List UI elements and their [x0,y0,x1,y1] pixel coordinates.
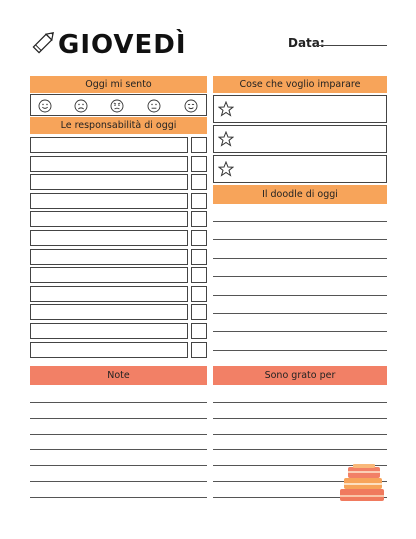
responsibility-field[interactable] [30,193,188,209]
pencil-icon [30,28,58,60]
responsibility-field[interactable] [30,304,188,320]
neutral-face-icon[interactable] [147,99,161,113]
learn-header: Cose che voglio imparare [213,76,387,93]
doodle-header: Il doodle di oggi [213,185,387,204]
responsibility-checkbox[interactable] [191,193,207,209]
mood-header: Oggi mi sento [30,76,207,93]
responsibility-checkbox[interactable] [191,230,207,246]
responsibility-checkbox[interactable] [191,174,207,190]
writing-line [213,221,387,222]
books-icon [336,462,390,508]
content-face-icon[interactable] [184,99,198,113]
responsibility-field[interactable] [30,286,188,302]
responsibility-field[interactable] [30,249,188,265]
writing-line [213,402,387,403]
writing-line [213,258,387,259]
star-icon [218,161,234,177]
sad-face-icon[interactable] [74,99,88,113]
happy-face-icon[interactable] [38,99,52,113]
grateful-header: Sono grato per [213,366,387,385]
responsibilities-header: Le responsabilità di oggi [30,117,207,134]
responsibility-checkbox[interactable] [191,137,207,153]
responsibility-checkbox[interactable] [191,249,207,265]
responsibility-checkbox[interactable] [191,304,207,320]
star-icon [218,101,234,117]
writing-line [213,449,387,450]
writing-line [213,239,387,240]
writing-line [30,465,207,466]
angry-face-icon[interactable] [110,99,124,113]
responsibility-checkbox[interactable] [191,156,207,172]
writing-line [30,497,207,498]
responsibility-field[interactable] [30,211,188,227]
responsibility-field[interactable] [30,267,188,283]
mood-box [30,94,207,116]
page-title: GIOVEDÌ [58,30,187,60]
writing-line [213,331,387,332]
responsibility-checkbox[interactable] [191,211,207,227]
notes-header: Note [30,366,207,385]
date-label: Data: [288,36,325,50]
learn-item[interactable] [213,155,387,183]
writing-line [30,434,207,435]
learn-item[interactable] [213,95,387,123]
writing-line [213,276,387,277]
writing-line [30,481,207,482]
responsibility-field[interactable] [30,342,188,358]
responsibility-checkbox[interactable] [191,342,207,358]
responsibility-field[interactable] [30,230,188,246]
responsibility-checkbox[interactable] [191,323,207,339]
responsibility-checkbox[interactable] [191,267,207,283]
writing-line [213,313,387,314]
responsibility-field[interactable] [30,156,188,172]
star-icon [218,131,234,147]
responsibility-field[interactable] [30,174,188,190]
responsibility-field[interactable] [30,323,188,339]
date-field[interactable] [317,45,387,46]
writing-line [213,434,387,435]
learn-item[interactable] [213,125,387,153]
writing-line [30,418,207,419]
writing-line [30,449,207,450]
writing-line [213,295,387,296]
writing-line [30,402,207,403]
writing-line [213,418,387,419]
responsibility-field[interactable] [30,137,188,153]
writing-line [213,350,387,351]
responsibility-checkbox[interactable] [191,286,207,302]
